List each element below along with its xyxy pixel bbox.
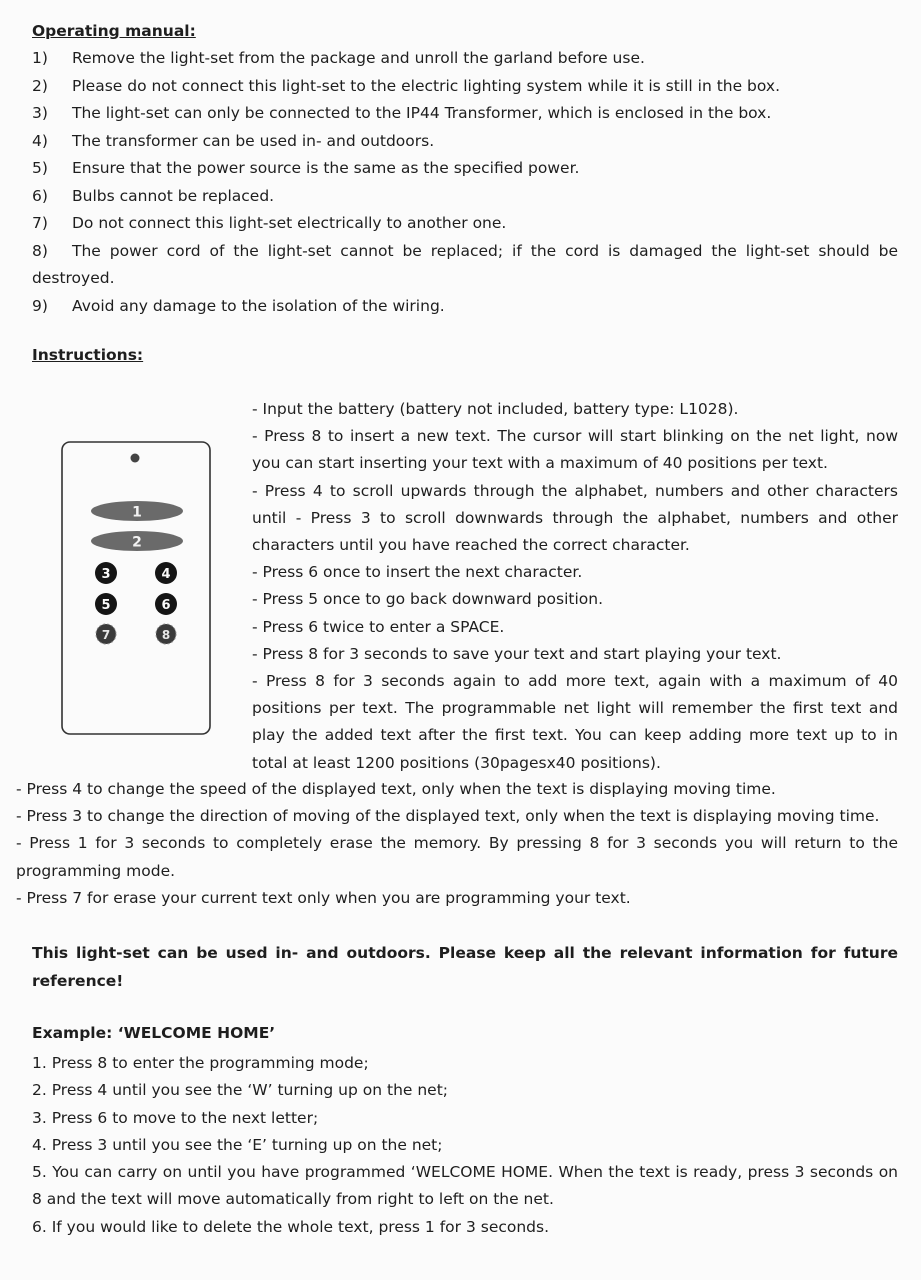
svg-text:5: 5	[101, 598, 111, 613]
instruction-line: - Press 6 twice to enter a SPACE.	[252, 617, 505, 636]
list-item: 4) The transformer can be used in- and outdoors.	[32, 131, 435, 150]
list-item: 4. Press 3 until you see the ‘E’ turning up on the net;	[32, 1135, 443, 1154]
example-steps	[32, 1050, 898, 1241]
remote-body	[62, 442, 210, 734]
remote-button-3	[95, 562, 117, 584]
remote-led	[131, 454, 140, 463]
svg-text:8: 8	[161, 628, 171, 642]
example-title: Example: ‘WELCOME HOME’	[32, 1024, 276, 1042]
svg-text:2: 2	[132, 534, 142, 551]
remote-button-7	[96, 624, 116, 644]
operating-manual-heading: Operating manual:	[32, 22, 196, 40]
instructions-full-text	[16, 776, 898, 912]
remote-control-illustration	[60, 438, 212, 738]
instruction-line: - Press 1 for 3 seconds to completely erase the memory. By pressing 8 for 3 seconds you will return to the programming mode.	[16, 834, 898, 880]
instruction-line: - Press 8 to insert a new text. The cursor will start blinking on the net light, now you can start inserting your text with a maximum of 40 positions per text.	[252, 427, 898, 473]
instruction-line: - Press 6 once to insert the next character.	[252, 563, 583, 582]
remote-button-2	[91, 531, 183, 551]
svg-text:4: 4	[161, 567, 171, 582]
svg-text:7: 7	[101, 628, 111, 642]
list-item: 3) The light-set can only be connected to the IP44 Transformer, which is enclosed in the box.	[32, 104, 772, 122]
list-item: 3. Press 6 to move to the next letter;	[32, 1108, 319, 1127]
svg-text:3: 3	[101, 567, 111, 582]
list-item: 1. Press 8 to enter the programming mode;	[32, 1054, 369, 1072]
svg-text:1: 1	[132, 504, 142, 521]
instruction-line: - Press 3 to change the direction of moving of the displayed text, only when the text is displaying moving time.	[16, 807, 880, 826]
safety-notice: This light-set can be used in- and outdoors. Please keep all the relevant information for future reference!	[32, 944, 898, 990]
list-item: 2) Please do not connect this light-set to the electric lighting system while it is still in the box.	[32, 76, 781, 95]
remote-button-6	[155, 593, 177, 615]
svg-text:6: 6	[161, 598, 171, 613]
list-item: 9) Avoid any damage to the isolation of the wiring.	[32, 296, 445, 315]
remote-button-4	[155, 562, 177, 584]
instruction-line: - Press 8 for 3 seconds again to add more text, again with a maximum of 40 positions per text. The programmable net light will remember the first text and play the added text after the first text. You can keep adding more text up to in total at least 1200 positions (30pagesx40 positions).	[252, 672, 898, 772]
remote-button-1	[91, 501, 183, 521]
remote-button-8	[156, 624, 176, 644]
instruction-line: - Input the battery (battery not included, battery type: L1028).	[252, 400, 739, 418]
instructions-heading: Instructions:	[32, 346, 144, 364]
instruction-line: - Press 4 to change the speed of the displayed text, only when the text is displaying moving time.	[16, 780, 776, 798]
remote-button-5	[95, 593, 117, 615]
list-item: 5) Ensure that the power source is the same as the specified power.	[32, 159, 580, 177]
list-item: 5. You can carry on until you have programmed ‘WELCOME HOME. When the text is ready, press 3 seconds on 8 and the text will move automatically from right to left on the net.	[32, 1163, 898, 1209]
operating-manual-list	[32, 45, 898, 320]
instructions-side-text	[252, 396, 898, 777]
list-item: 2. Press 4 until you see the ‘W’ turning up on the net;	[32, 1081, 449, 1100]
instruction-line: - Press 5 once to go back downward position.	[252, 590, 604, 609]
list-item: 1) Remove the light-set from the package and unroll the garland before use.	[32, 49, 645, 67]
list-item: 7) Do not connect this light-set electrically to another one.	[32, 214, 507, 232]
list-item: 6) Bulbs cannot be replaced.	[32, 186, 275, 205]
instruction-line: - Press 4 to scroll upwards through the alphabet, numbers and other characters until - Press 3 to scroll downwards through the alphabet, numbers and other characters until you have reached the correct character.	[252, 481, 898, 555]
list-item: 8) The power cord of the light-set cannot be replaced; if the cord is damaged the light-set should be destroyed.	[32, 241, 898, 287]
instruction-line: - Press 8 for 3 seconds to save your text and start playing your text.	[252, 644, 782, 663]
list-item: 6. If you would like to delete the whole text, press 1 for 3 seconds.	[32, 1217, 550, 1236]
instruction-line: - Press 7 for erase your current text only when you are programming your text.	[16, 888, 631, 907]
